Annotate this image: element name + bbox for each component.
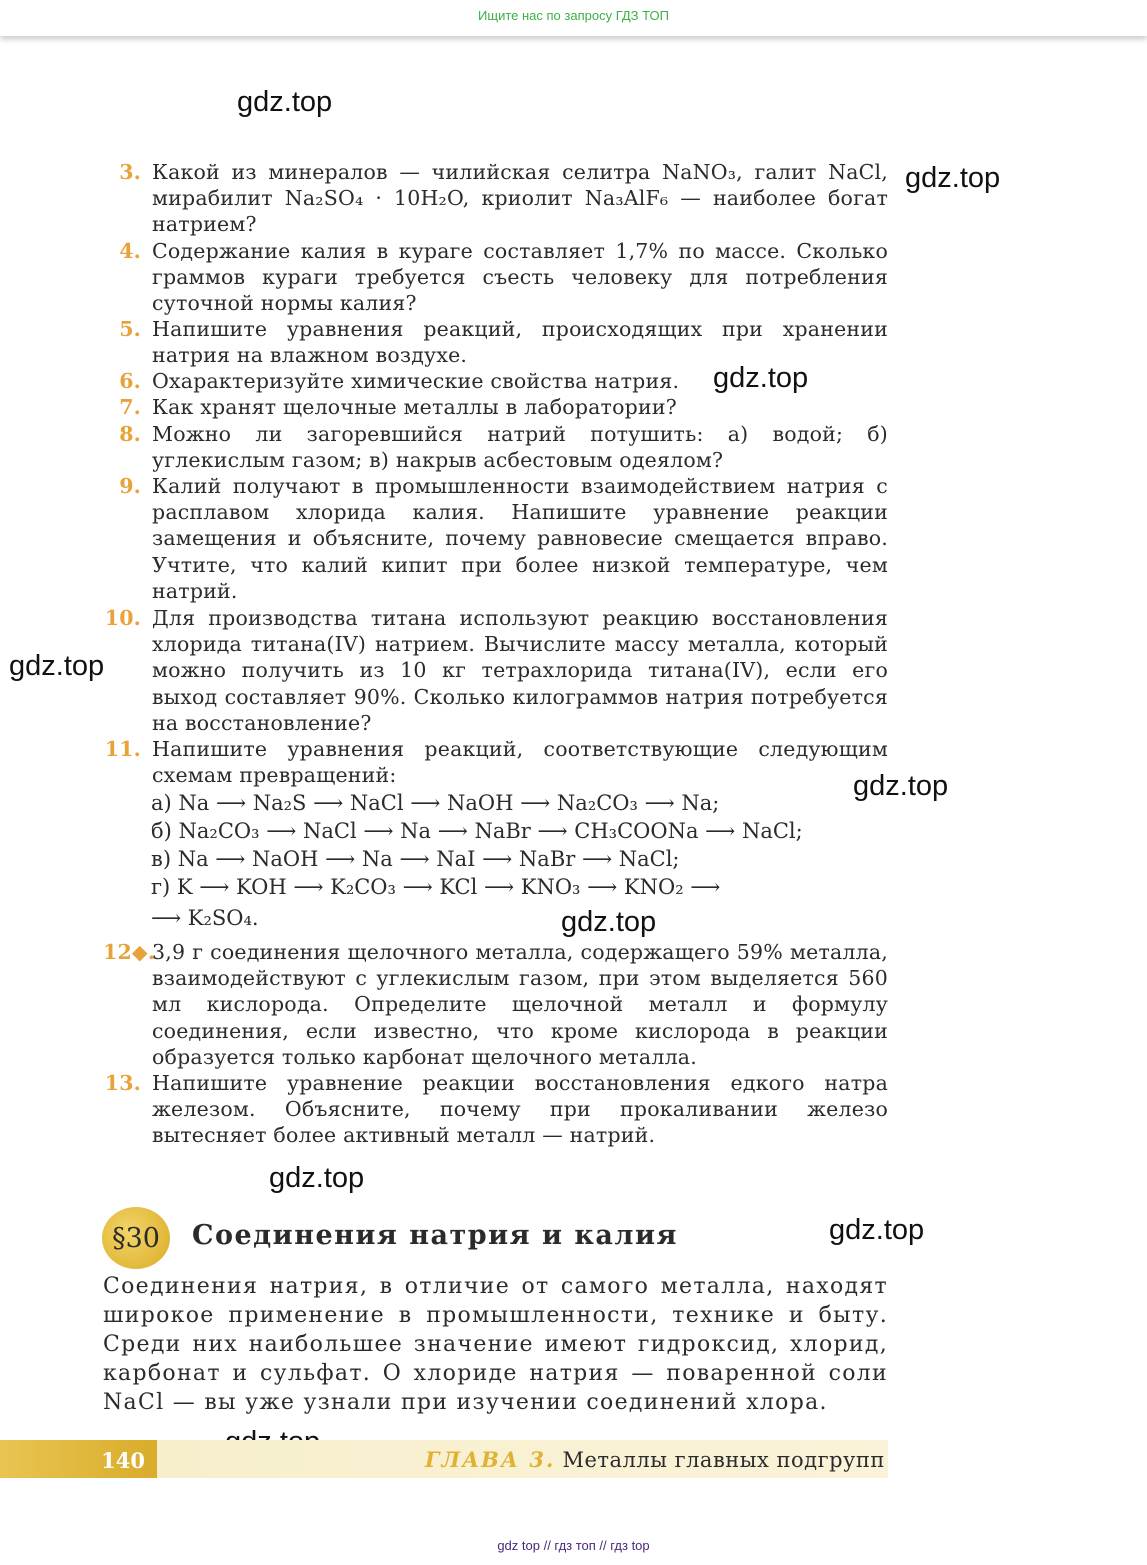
section-paragraph: Соединения натрия, в отличие от самого металла, находят широкое применение в промышленности, технике и быту. Среди них наибольшее значение имеют гидроксид, хлорид, карбонат и сульфат. О хлориде натрия — поваренной соли NaCl — вы уже узнали при изучении соединений хлора.	[103, 1274, 888, 1415]
task-number: 7.	[119, 395, 141, 419]
task-6	[103, 368, 888, 394]
task-9	[103, 473, 888, 604]
scheme-line: в) Na ⟶ NaOH ⟶ Na ⟶ NaI ⟶ NaBr ⟶ NaCl;	[151, 847, 680, 871]
task-4	[103, 238, 888, 317]
task-7	[103, 394, 888, 420]
scheme-line: б) Na₂CO₃ ⟶ NaCl ⟶ Na ⟶ NaBr ⟶ CH₃COONa ⟶ NaCl;	[151, 819, 803, 843]
chapter-heading	[425, 1447, 885, 1472]
task-text: Какой из минералов — чилийская селитра NaNO₃, галит NaCl, мирабилит Na₂SO₄ · 10H₂O, криолит Na₃AlF₆ — наиболее богат натрием?	[152, 160, 888, 237]
watermark: gdz.top	[713, 362, 809, 394]
task-11	[103, 736, 888, 788]
task-number: 11.	[104, 737, 141, 761]
task-number: 4.	[119, 239, 141, 263]
task-text: Напишите уравнение реакции восстановления едкого натра железом. Объясните, почему при прокаливании железо вытесняет более активный металл — натрий.	[152, 1071, 888, 1148]
task-number: 3.	[119, 160, 141, 184]
task-text: Калий получают в промышленности взаимодействием натрия с расплавом хлорида калия. Напишите уравнение реакции замещения и объясните, почему равновесие смещается вправо. Учтите, что калий кипит при более низкой температуре, чем натрий.	[152, 474, 888, 603]
section-number: §30	[112, 1222, 160, 1254]
task-number: 10.	[104, 606, 141, 630]
task-number: 12◆.	[103, 940, 156, 964]
watermark: gdz.top	[561, 906, 657, 938]
page-number: 140	[101, 1448, 145, 1473]
watermark: gdz.top	[237, 86, 333, 118]
watermark: gdz.top	[9, 650, 105, 682]
chapter-title: Металлы главных подгрупп	[562, 1448, 885, 1472]
task-text: Напишите уравнения реакций, происходящих при хранении натрия на влажном воздухе.	[152, 317, 888, 368]
task-number: 8.	[119, 422, 141, 446]
task-3	[103, 159, 888, 238]
chapter-label: ГЛАВА 3.	[425, 1447, 556, 1472]
section-title: Соединения натрия и калия	[192, 1220, 678, 1251]
section-badge	[102, 1207, 170, 1269]
watermark: gdz.top	[853, 770, 949, 802]
task-text: Можно ли загоревшийся натрий потушить: а) водой; б) углекислым газом; в) накрыв асбестовым одеялом?	[152, 422, 888, 473]
scheme-line: г) K ⟶ KOH ⟶ K₂CO₃ ⟶ KCl ⟶ KNO₃ ⟶ KNO₂ ⟶	[151, 875, 721, 899]
task-10	[103, 605, 888, 736]
task-number: 9.	[119, 474, 141, 498]
top-banner	[0, 0, 1147, 36]
banner-text: Ищите нас по запросу ГДЗ ТОП	[478, 8, 669, 23]
task-13	[103, 1070, 888, 1149]
watermark: gdz.top	[905, 162, 1001, 194]
scheme-line: а) Na ⟶ Na₂S ⟶ NaCl ⟶ NaOH ⟶ Na₂CO₃ ⟶ Na;	[151, 791, 720, 815]
task-text: 3,9 г соединения щелочного металла, содержащего 59% металла, взаимодействуют с углекислым газом, при этом выделяется 560 мл кислорода. Определите щелочной металл и формулу соединения, если известно, что кроме кислорода в реакции образуется только карбонат щелочного металла.	[152, 940, 888, 1069]
task-number: 13.	[104, 1071, 141, 1095]
task-text: Как хранят щелочные металлы в лаборатории?	[152, 395, 677, 419]
task-text: Напишите уравнения реакций, соответствующие следующим схемам превращений:	[152, 737, 888, 788]
task-12	[103, 939, 888, 1070]
task-text: Содержание калия в кураге составляет 1,7% по массе. Сколько граммов кураги требуется съесть человеку для потребления суточной нормы калия?	[152, 239, 888, 316]
task-number: 5.	[119, 317, 141, 341]
task-number: 6.	[119, 369, 141, 393]
task-text: Охарактеризуйте химические свойства натрия.	[152, 369, 680, 393]
task-8	[103, 421, 888, 473]
bottom-links[interactable]: gdz top // гдз топ // гдз top	[497, 1538, 650, 1553]
task-text: Для производства титана используют реакцию восстановления хлорида титана(IV) натрием. Вычислите массу металла, который можно получить из 10 кг тетрахлорида титана(IV), если его выход составляет 90%. Сколько килограммов натрия потребуется на восстановление?	[152, 606, 888, 735]
page-number-block	[0, 1440, 157, 1478]
watermark: gdz.top	[269, 1162, 365, 1194]
scheme-line: ⟶ K₂SO₄.	[151, 906, 259, 930]
watermark: gdz.top	[829, 1214, 925, 1246]
task-5	[103, 316, 888, 368]
